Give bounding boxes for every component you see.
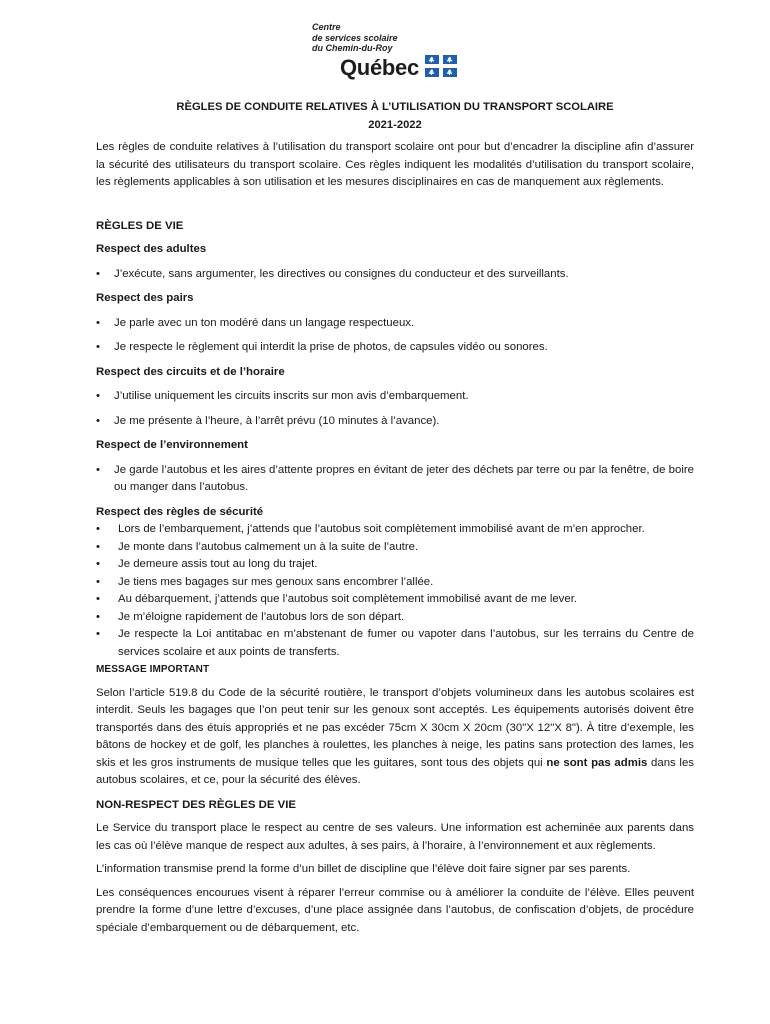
document-body bbox=[96, 98, 694, 937]
list-item: • Je monte dans l’autobus calmement un à la suite de l’autre. bbox=[96, 539, 694, 557]
bullet-icon: • bbox=[96, 390, 100, 402]
emphasis-not-admitted: ne sont pas admis bbox=[546, 756, 648, 769]
organization-name bbox=[312, 22, 452, 54]
section-heading-regles-de-vie: RÈGLES DE VIE bbox=[96, 219, 184, 232]
non-respect-paragraph-3: Les conséquences encourues visent à réparer l’erreur commise ou à améliorer la conduite de l’élève. Elles peuvent prendre la forme d’une lettre d’excuses, d’une place assignée dans l’autobus, de confiscation d’objets, de procédure spéciale d’embarquement ou de débarquement, etc. bbox=[96, 886, 694, 934]
list-item: • Je garde l’autobus et les aires d’attente propres en évitant de jeter des déchets par terre ou par la fenêtre, de boire ou manger dans l’autobus. bbox=[96, 463, 694, 493]
list-respect-circuits bbox=[96, 388, 694, 430]
list-item: • Je respecte le règlement qui interdit la prise de photos, de capsules vidéo ou sonores. bbox=[96, 339, 694, 357]
heading-respect-environnement: Respect de l’environnement bbox=[96, 439, 248, 451]
list-respect-securite bbox=[96, 521, 694, 661]
message-important-paragraph: Selon l’article 519.8 du Code de la sécurité routière, le transport d’objets volumineux dans les autobus scolaires est interdit. Seuls les bagages que l’on peut tenir sur les genoux sont acceptés. Les équipements autorisés doivent être transportés dans des étuis appropriés et ne pas excéder 75cm X 30cm X 20cm (30"X 12"X 8"). À titre d’exemple, les bâtons de hockey et de golf, les planches à roulettes, les planches à neige, les patins sans protection des lames, les skis et les gros instruments de musique telles que les guitares, sont tous des objets qui ne sont pas admis dans les autobus scolaires, et ce, pour la sécurité des élèves. bbox=[96, 686, 694, 786]
heading-respect-pairs: Respect des pairs bbox=[96, 292, 194, 304]
css-logo bbox=[312, 22, 457, 82]
list-item: • Je me présente à l’heure, à l’arrêt prévu (10 minutes à l’avance). bbox=[96, 413, 694, 431]
list-item: • Lors de l’embarquement, j’attends que l’autobus soit complètement immobilisé avant de m’en approcher. bbox=[96, 521, 694, 539]
list-item: • J’utilise uniquement les circuits inscrits sur mon avis d’embarquement. bbox=[96, 388, 694, 406]
quebec-wordmark: Québec bbox=[340, 55, 419, 80]
bullet-icon: • bbox=[96, 316, 100, 329]
document-year: 2021-2022 bbox=[368, 119, 422, 131]
heading-respect-circuits: Respect des circuits et de l’horaire bbox=[96, 365, 285, 378]
intro-paragraph: Les règles de conduite relatives à l’utilisation du transport scolaire ont pour but d’encadrer la discipline afin d’assurer la sécurité des utilisateurs du transport scolaire. Ces règles indiquent les modalités d’utilisation du transport scolaire, les règlements applicables à son utilisation et les mesures disciplinaires en cas de manquement aux règlements. bbox=[96, 141, 694, 188]
list-item: • Je respecte la Loi antitabac en m’abstenant de fumer ou vapoter dans l’autobus, sur les terrains du Centre de services scolaire et aux points de transferts. bbox=[96, 628, 694, 658]
bullet-icon: • bbox=[96, 575, 100, 588]
bullet-icon: • bbox=[96, 463, 100, 476]
list-respect-pairs bbox=[96, 315, 694, 357]
list-item: • Je demeure assis tout au long du trajet. bbox=[96, 556, 694, 574]
heading-respect-securite: Respect des règles de sécurité bbox=[96, 505, 264, 518]
org-line-2: de services scolaire bbox=[312, 32, 398, 43]
list-respect-adultes bbox=[96, 266, 694, 284]
list-item: • Je tiens mes bagages sur mes genoux sans encombrer l’allée. bbox=[96, 574, 694, 592]
bullet-icon: • bbox=[96, 267, 100, 280]
non-respect-paragraph-1: Le Service du transport place le respect au centre de ses valeurs. Une information est acheminée aux parents dans les cas où l’élève manque de respect aux adultes, à ses pairs, à l’horaire, à l’environnement et aux règlements. bbox=[96, 822, 694, 852]
section-heading-non-respect: NON-RESPECT DES RÈGLES DE VIE bbox=[96, 798, 297, 811]
list-item: • Je m’éloigne rapidement de l’autobus lors de son départ. bbox=[96, 609, 694, 627]
bullet-icon: • bbox=[96, 593, 100, 605]
org-line-3: du Chemin-du-Roy bbox=[312, 43, 393, 53]
bullet-icon: • bbox=[96, 341, 100, 353]
bullet-icon: • bbox=[96, 540, 100, 553]
heading-respect-adultes: Respect des adultes bbox=[96, 243, 207, 255]
list-item: • Au débarquement, j’attends que l’autobus soit complètement immobilisé avant de me lever. bbox=[96, 591, 694, 609]
bullet-icon: • bbox=[96, 610, 100, 623]
bullet-icon: • bbox=[96, 558, 100, 570]
non-respect-paragraph-2: L’information transmise prend la forme d’un billet de discipline que l’élève doit faire signer par ses parents. bbox=[96, 863, 631, 875]
bullet-icon: • bbox=[96, 628, 100, 640]
quebec-flag-icon bbox=[425, 55, 457, 82]
list-item: • Je parle avec un ton modéré dans un langage respectueux. bbox=[96, 315, 694, 333]
bullet-icon: • bbox=[96, 523, 100, 535]
org-line-1: Centre bbox=[312, 22, 341, 32]
list-item: • J’exécute, sans argumenter, les directives ou consignes du conducteur et des surveillants. bbox=[96, 266, 694, 284]
message-important-heading: MESSAGE IMPORTANT bbox=[96, 664, 210, 675]
list-respect-environnement bbox=[96, 462, 694, 497]
document-title: RÈGLES DE CONDUITE RELATIVES À L’UTILISATION DU TRANSPORT SCOLAIRE bbox=[176, 101, 614, 113]
bullet-icon: • bbox=[96, 414, 100, 427]
